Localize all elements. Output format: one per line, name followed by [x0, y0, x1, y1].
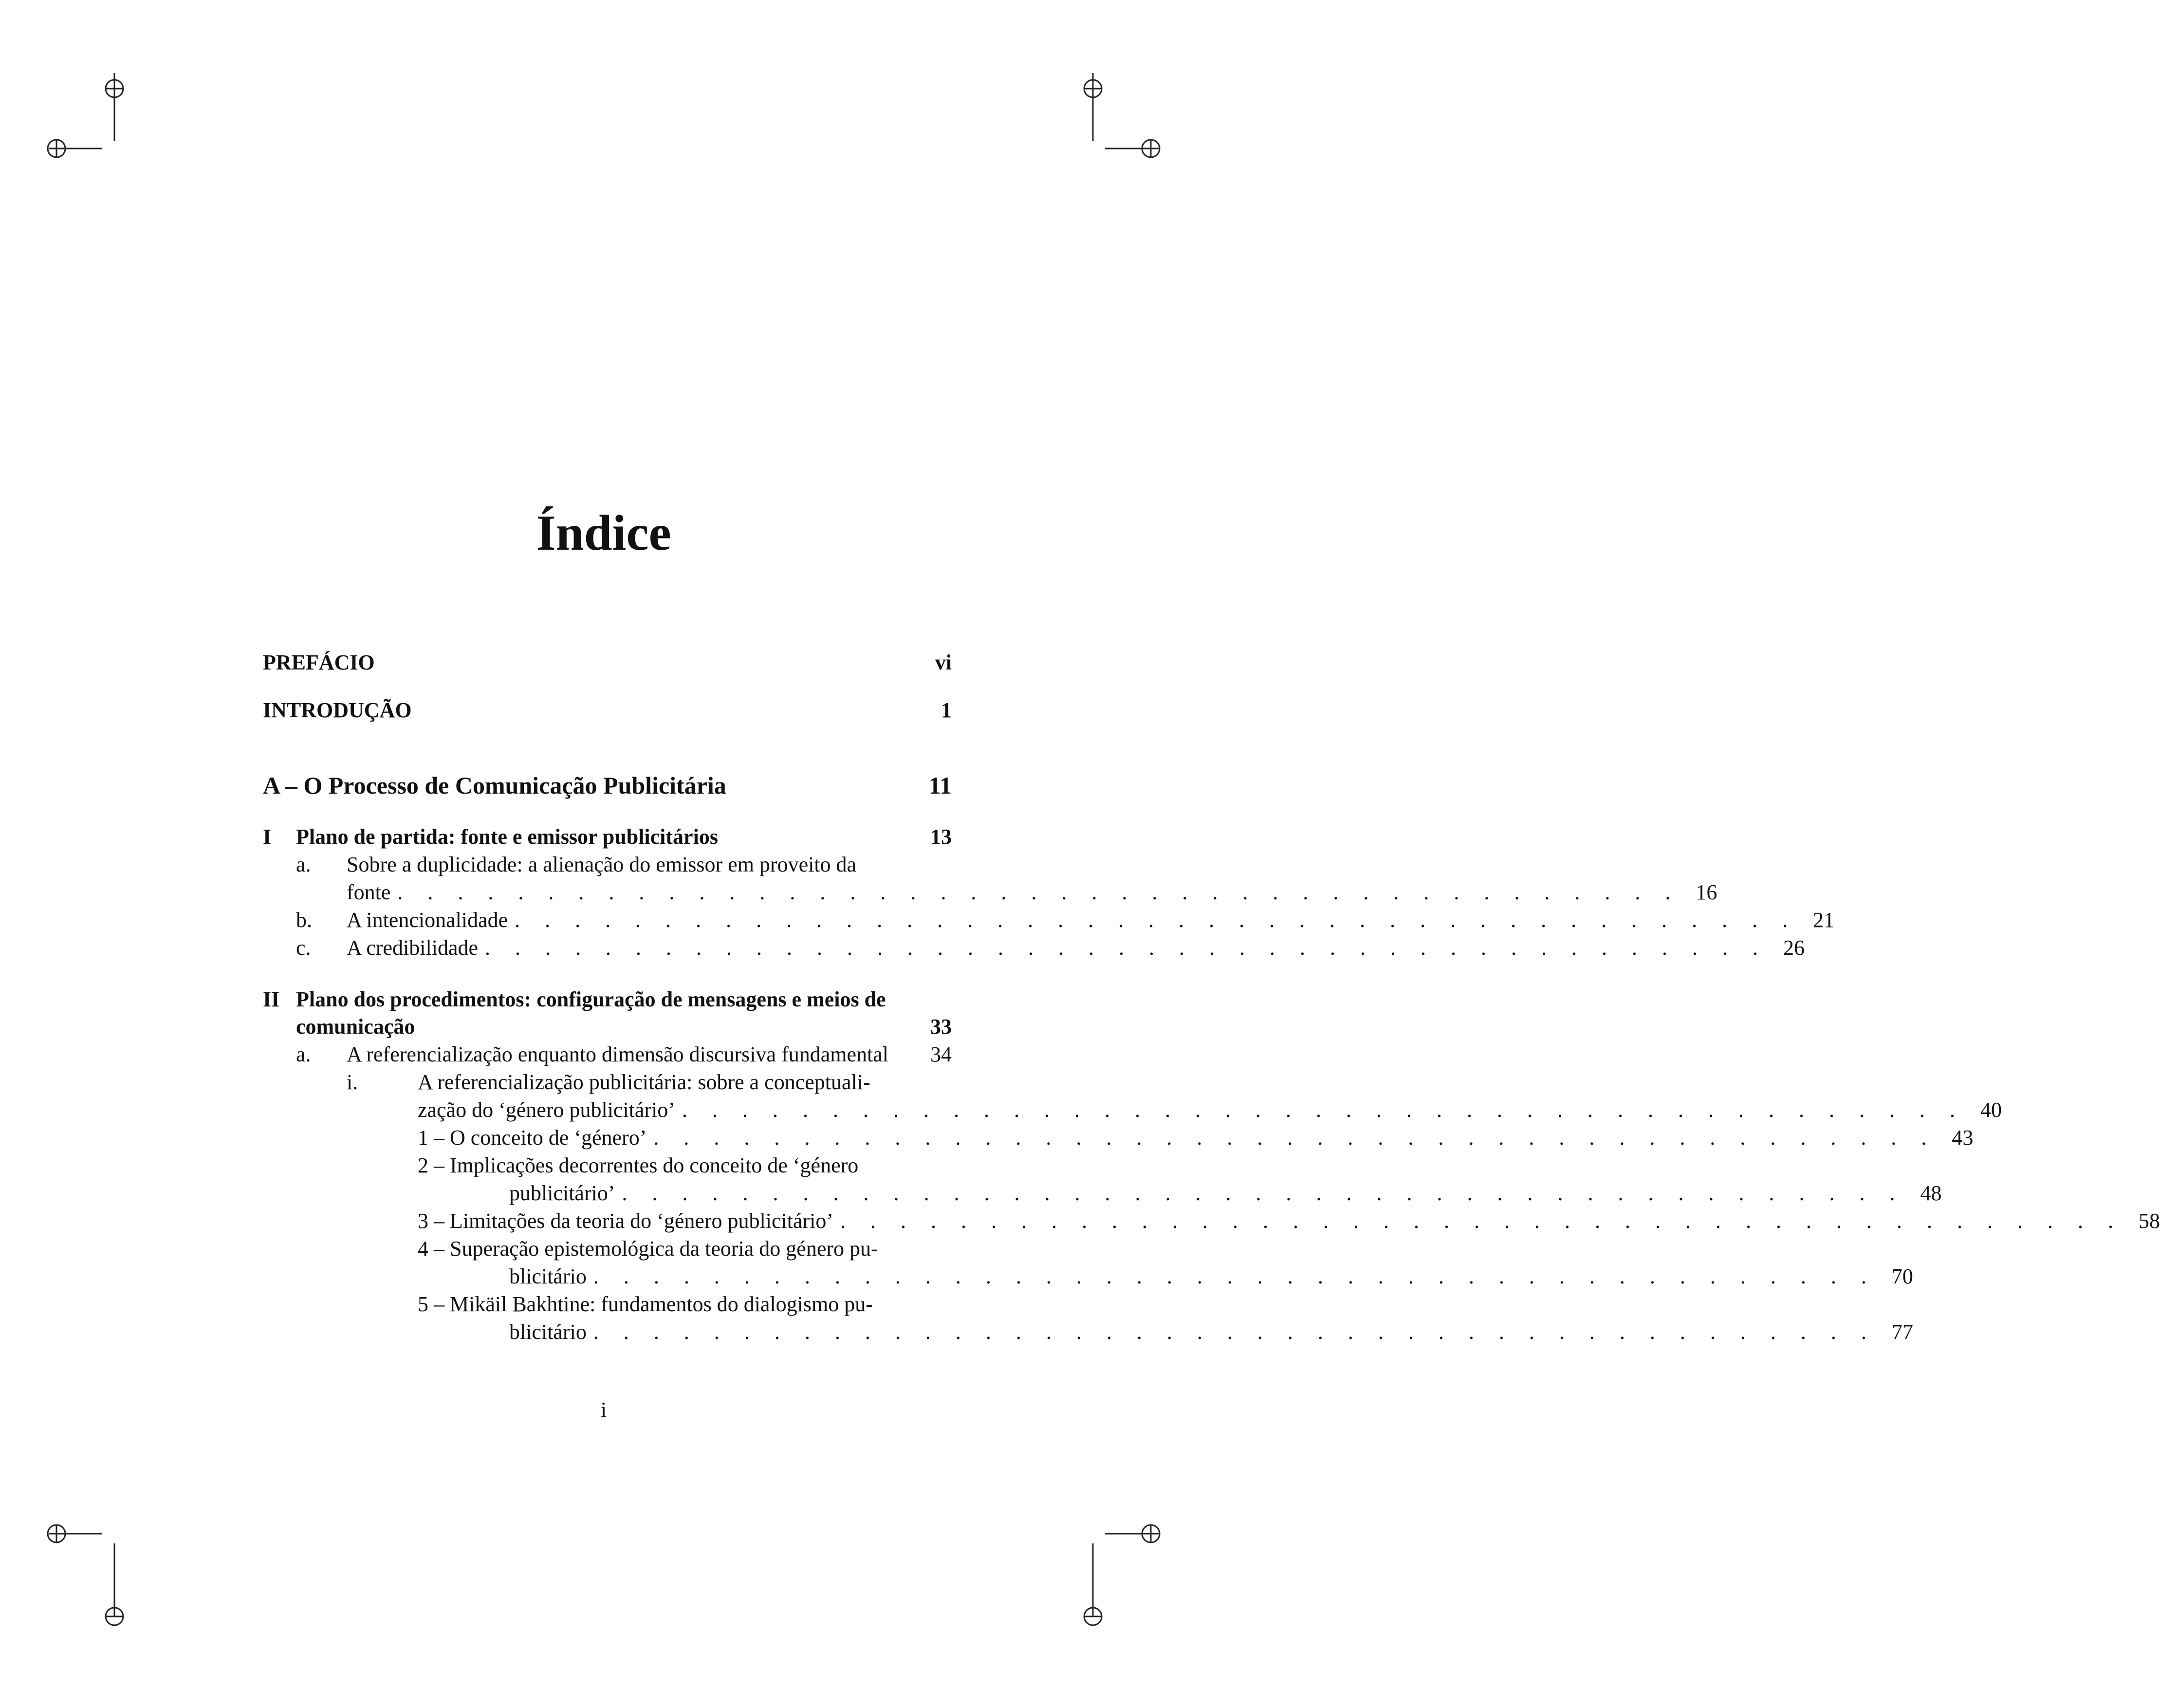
- toc-entry-i-b[interactable]: [263, 906, 1835, 934]
- entry-label-line1: A referencialização publicitária: sobre a conceptuali-: [418, 1070, 870, 1094]
- toc-entry-ii-a-i-4[interactable]: [263, 1235, 1913, 1290]
- toc-page-number: 43: [1952, 1126, 1974, 1150]
- page-number: i: [600, 1398, 607, 1422]
- entry-marker: c.: [296, 936, 311, 960]
- dot-leader: . . . . . . . . . . . . . . . . . . . . . . . . . . . . . . . . . . . . . . . . . . .: [593, 1264, 1876, 1288]
- crop-mark-bottom-right: [1076, 1514, 1168, 1636]
- dot-leader: . . . . . . . . . . . . . . . . . . . . . . . . . . . . . . . . . . . . . . . . . . .: [397, 880, 1680, 904]
- dot-leader: . . . . . . . . . . . . . . . . . . . . . . . . . . . . . . . . . . . . . . . . . . .: [593, 1320, 1876, 1344]
- entry-label: A intencionalidade: [347, 908, 508, 932]
- entry-label: A referencialização enquanto dimensão discursiva fundamental: [347, 1042, 888, 1066]
- toc-entry-i-a[interactable]: [263, 851, 1717, 906]
- crop-mark-top-right: [1076, 73, 1168, 166]
- toc-page-number: 33: [930, 1015, 952, 1039]
- crop-mark-top-left: [39, 73, 131, 166]
- toc-entry-introducao[interactable]: [263, 698, 952, 723]
- section-title-line2: comunicação: [296, 1015, 415, 1039]
- dot-leader: . . . . . . . . . . . . . . . . . . . . . . . . . . . . . . . . . . . . . . . . . . .: [485, 936, 1768, 960]
- dot-leader: . . . . . . . . . . . . . . . . . . . . . . . . . . . . . . . . . . . . . . . . . . .: [682, 1098, 1965, 1122]
- entry-marker: b.: [296, 908, 312, 932]
- toc-page-number: 34: [930, 1042, 952, 1066]
- entry-label-line1: 4 – Superação epistemológica da teoria do género pu-: [418, 1237, 878, 1261]
- entry-label-line1: Sobre a duplicidade: a alienação do emissor em proveito da: [347, 853, 857, 876]
- toc-entry-i-c[interactable]: [263, 934, 1805, 962]
- dot-leader: . . . . . . . . . . . . . . . . . . . . . . . . . . . . . . . . . . . . . . . . . . .: [840, 1209, 2123, 1233]
- toc-page-number: 40: [1980, 1098, 2002, 1122]
- toc-entry-ii-a-i-5[interactable]: [263, 1290, 1913, 1346]
- toc-page-number: 16: [1696, 880, 1717, 904]
- entry-marker: a.: [296, 853, 311, 876]
- entry-label-line2: blicitário: [509, 1320, 587, 1344]
- toc-page-number: 13: [930, 825, 952, 849]
- table-of-contents: [263, 650, 2160, 1346]
- toc-page-number: 26: [1783, 936, 1805, 960]
- toc-page-number: vi: [935, 650, 952, 674]
- toc-section-ii[interactable]: [263, 986, 952, 1040]
- toc-section-i[interactable]: [263, 823, 952, 851]
- toc-entry-label: PREFÁCIO: [263, 650, 375, 674]
- toc-page-number: 1: [941, 698, 952, 722]
- section-marker: II: [263, 987, 280, 1011]
- toc-page-number: 77: [1891, 1320, 1913, 1344]
- entry-label: 3 – Limitações da teoria do ‘género publicitário’: [418, 1209, 834, 1233]
- toc-entry-ii-a-i-1[interactable]: [263, 1124, 1974, 1151]
- toc-page-number: 70: [1891, 1264, 1913, 1288]
- entry-label-line2: blicitário: [509, 1264, 587, 1288]
- entry-label-line1: 2 – Implicações decorrentes do conceito de ‘género: [418, 1153, 859, 1177]
- toc-page-number: 21: [1813, 908, 1835, 932]
- entry-label-line2: publicitário’: [509, 1181, 615, 1205]
- entry-label-line2: zação do ‘género publicitário’: [418, 1098, 675, 1122]
- toc-page-number: 48: [1920, 1181, 1942, 1205]
- toc-entry-prefacio[interactable]: [263, 650, 952, 675]
- toc-entry-ii-a-i-3[interactable]: [263, 1207, 2160, 1235]
- dot-leader: . . . . . . . . . . . . . . . . . . . . . . . . . . . . . . . . . . . . . . . . . . .: [622, 1181, 1905, 1205]
- toc-page-number: 58: [2139, 1209, 2160, 1233]
- section-title-line1: Plano dos procedimentos: configuração de mensagens e meios de: [296, 987, 886, 1011]
- toc-page-number: 11: [928, 772, 952, 799]
- section-marker: I: [263, 825, 272, 849]
- entry-label: A credibilidade: [347, 936, 479, 960]
- dot-leader: . . . . . . . . . . . . . . . . . . . . . . . . . . . . . . . . . . . . . . . . . . .: [515, 908, 1798, 932]
- crop-mark-bottom-left: [39, 1514, 131, 1636]
- toc-entry-ii-a-i[interactable]: [263, 1068, 2002, 1124]
- toc-part-label: A – O Processo de Comunicação Publicitária: [263, 772, 726, 799]
- toc-entry-label: INTRODUÇÃO: [263, 698, 412, 722]
- entry-label-line1: 5 – Mikäil Bakhtine: fundamentos do dialogismo pu-: [418, 1292, 873, 1316]
- entry-marker: a.: [296, 1042, 311, 1066]
- dot-leader: . . . . . . . . . . . . . . . . . . . . . . . . . . . . . . . . . . . . . . . . . . .: [653, 1126, 1937, 1150]
- toc-entry-ii-a-i-2[interactable]: [263, 1151, 1942, 1207]
- page-title: Índice: [536, 505, 671, 561]
- toc-entry-ii-a[interactable]: [263, 1040, 952, 1068]
- toc-part-a[interactable]: [263, 771, 952, 800]
- entry-marker: i.: [347, 1070, 358, 1094]
- section-title: Plano de partida: fonte e emissor publicitários: [296, 825, 718, 849]
- entry-label-line2: fonte: [347, 880, 391, 904]
- entry-label: 1 – O conceito de ‘género’: [418, 1126, 647, 1150]
